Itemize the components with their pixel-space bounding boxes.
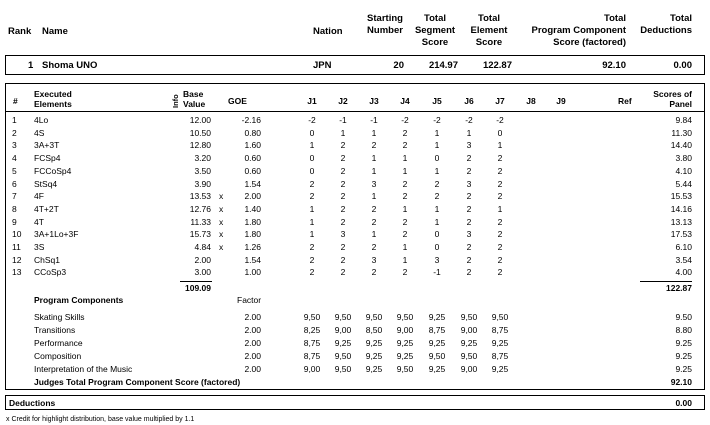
element-base-value: 15.73: [189, 229, 211, 240]
base-value-total: 109.09: [185, 283, 211, 293]
component-score: 9.25: [675, 364, 692, 374]
element-panel-score: 6.10: [675, 242, 692, 252]
component-name: Performance: [34, 338, 83, 348]
element-panel-score: 15.53: [670, 191, 692, 202]
element-base-value: 4.84: [194, 242, 211, 252]
judge-header-5: J5: [432, 96, 442, 106]
element-number: 8: [12, 203, 17, 214]
element-bonus-marker: x: [219, 203, 224, 214]
component-judge-score: 8,75: [491, 351, 509, 361]
component-score: 8.80: [675, 325, 692, 335]
component-judge-score: 9,50: [460, 312, 478, 322]
element-name: 4T+2T: [34, 203, 59, 214]
component-judge-score: 8,75: [428, 325, 446, 335]
component-name: Transitions: [34, 325, 76, 335]
element-judge-score: 3: [466, 140, 472, 151]
program-components-header: Program Components: [34, 295, 124, 305]
element-number: 13: [12, 267, 22, 278]
element-judge-score: 3: [371, 254, 377, 265]
element-base-value: 3.90: [194, 178, 211, 189]
component-name: Skating Skills: [34, 312, 85, 322]
judges-total-pcs-label: Judges Total Program Component Score (factored): [34, 377, 241, 387]
total-segment-score-header: Total Segment Score: [414, 13, 456, 48]
element-judge-score: 2: [309, 254, 315, 265]
element-bonus-marker: x: [219, 191, 224, 202]
total-element-score-header: Total Element Score: [470, 13, 508, 48]
element-number: 6: [12, 178, 17, 189]
element-name: 4F: [34, 191, 44, 202]
component-judge-score: 9,50: [396, 312, 414, 322]
element-goe: 1.80: [244, 229, 261, 240]
element-judge-score: 1: [402, 254, 408, 265]
component-factor: 2.00: [244, 312, 261, 322]
element-judge-score: 2: [340, 178, 346, 189]
element-judge-score: -2: [401, 115, 409, 125]
component-judge-score: 9,50: [334, 351, 352, 361]
element-name: 4Lo: [34, 115, 49, 125]
element-judge-score: 3: [466, 229, 472, 240]
element-judge-score: 1: [309, 216, 315, 227]
element-judge-score: 2: [434, 178, 440, 189]
skater-element-score: 122.87: [482, 60, 512, 71]
element-judge-score: 1: [371, 165, 377, 176]
element-judge-score: 2: [466, 165, 472, 176]
element-judge-score: 2: [340, 267, 346, 278]
element-judge-score: 2: [340, 203, 346, 214]
element-judge-score: -2: [308, 115, 316, 125]
scores-of-panel-header: Scores of Panel: [653, 89, 692, 109]
element-goe: 0.60: [244, 165, 261, 176]
element-goe: 1.54: [244, 178, 261, 189]
component-judge-score: 8,25: [303, 325, 321, 335]
element-number: 10: [12, 229, 22, 240]
element-judge-score: 1: [434, 165, 440, 176]
element-judge-score: 2: [466, 267, 472, 278]
base-total-rule: [180, 281, 212, 282]
element-name: StSq4: [34, 178, 58, 189]
element-bonus-marker: x: [219, 242, 224, 252]
component-judge-score: 9,50: [365, 312, 383, 322]
ref-header: Ref: [618, 96, 632, 106]
element-number: 3: [12, 140, 17, 151]
element-number: 2: [12, 127, 17, 138]
element-judge-score: 2: [309, 178, 315, 189]
rank-header: Rank: [8, 26, 32, 37]
judge-header-7: J7: [495, 96, 505, 106]
element-judge-score: 1: [497, 203, 503, 214]
element-judge-score: 3: [371, 178, 377, 189]
element-panel-score: 13.13: [670, 216, 692, 227]
element-judge-score: 2: [371, 242, 377, 252]
element-base-value: 3.20: [194, 153, 211, 164]
component-judge-score: 9,25: [428, 312, 446, 322]
element-goe: 1.40: [244, 203, 261, 214]
element-bonus-marker: x: [219, 216, 224, 227]
judge-header-4: J4: [400, 96, 410, 106]
judge-header-6: J6: [464, 96, 474, 106]
element-judge-score: 1: [309, 203, 315, 214]
element-judge-score: 2: [497, 165, 503, 176]
element-judge-score: 1: [309, 229, 315, 240]
element-judge-score: 1: [402, 242, 408, 252]
element-panel-score: 3.80: [675, 153, 692, 164]
component-judge-score: 8,50: [365, 325, 383, 335]
component-judge-score: 9,50: [303, 312, 321, 322]
element-judge-score: 2: [371, 203, 377, 214]
element-judge-score: 1: [309, 140, 315, 151]
element-judge-score: 2: [402, 229, 408, 240]
element-judge-score: 1: [434, 216, 440, 227]
element-judge-score: 2: [497, 216, 503, 227]
element-judge-score: 0: [434, 153, 440, 164]
element-judge-score: 2: [340, 153, 346, 164]
element-judge-score: 1: [371, 191, 377, 202]
element-judge-score: 2: [340, 254, 346, 265]
component-judge-score: 9,50: [334, 364, 352, 374]
judge-header-1: J1: [307, 96, 317, 106]
goe-header: GOE: [228, 96, 247, 106]
component-factor: 2.00: [244, 338, 261, 348]
element-panel-score: 5.44: [675, 178, 692, 189]
info-header: Info: [171, 94, 180, 108]
component-factor: 2.00: [244, 325, 261, 335]
element-goe: 1.60: [244, 140, 261, 151]
element-judge-score: 2: [466, 203, 472, 214]
element-judge-score: 2: [309, 191, 315, 202]
element-name: 4S: [34, 127, 45, 138]
judge-header-2: J2: [338, 96, 348, 106]
component-factor: 2.00: [244, 351, 261, 361]
component-score: 9.25: [675, 351, 692, 361]
element-name: CCoSp3: [34, 267, 67, 278]
element-panel-score: 4.00: [675, 267, 692, 278]
skater-segment-score: 214.97: [428, 60, 458, 71]
nation-header: Nation: [313, 26, 343, 37]
element-judge-score: 2: [497, 191, 503, 202]
element-judge-score: 3: [434, 254, 440, 265]
element-judge-score: 2: [434, 191, 440, 202]
element-judge-score: 2: [497, 267, 503, 278]
element-goe: 1.54: [244, 254, 261, 265]
element-goe: 1.00: [244, 267, 261, 278]
element-name: 4T: [34, 216, 44, 227]
element-judge-score: 1: [434, 203, 440, 214]
element-judge-score: 2: [402, 191, 408, 202]
judges-total-pcs-score: 92.10: [670, 377, 692, 387]
element-judge-score: 2: [466, 216, 472, 227]
element-base-value: 13.53: [189, 191, 211, 202]
component-judge-score: 9,25: [396, 338, 414, 348]
element-judge-score: 2: [402, 178, 408, 189]
deductions-score: 0.00: [675, 398, 692, 408]
element-judge-score: 0: [497, 127, 503, 138]
component-factor: 2.00: [244, 364, 261, 374]
element-number: 9: [12, 216, 17, 227]
element-judge-score: 0: [309, 127, 315, 138]
component-judge-score: 9,50: [491, 312, 509, 322]
element-judge-score: 1: [434, 127, 440, 138]
factor-header: Factor: [237, 295, 262, 305]
judge-header-3: J3: [369, 96, 379, 106]
element-judge-score: 1: [466, 127, 472, 138]
element-name: 3A+3T: [34, 140, 60, 151]
component-judge-score: 9,50: [460, 351, 478, 361]
element-judge-score: 1: [371, 127, 377, 138]
element-judge-score: -1: [339, 115, 347, 125]
element-name: FCSp4: [34, 153, 61, 164]
element-judge-score: 2: [497, 242, 503, 252]
element-judge-score: 1: [371, 153, 377, 164]
element-base-value: 3.50: [194, 165, 211, 176]
executed-elements-header: Executed Elements: [34, 89, 72, 109]
element-judge-score: -2: [465, 115, 473, 125]
element-name: ChSq1: [34, 254, 60, 265]
component-judge-score: 9,25: [491, 338, 509, 348]
element-judge-score: 2: [402, 140, 408, 151]
component-judge-score: 9,00: [303, 364, 321, 374]
element-panel-score: 14.16: [670, 203, 692, 214]
element-judge-score: 2: [497, 229, 503, 240]
element-goe: 2.00: [244, 191, 261, 202]
element-judge-score: 0: [309, 165, 315, 176]
header-divider: [5, 111, 705, 112]
element-base-value: 12.76: [189, 203, 211, 214]
element-goe: 0.60: [244, 153, 261, 164]
element-judge-score: 2: [340, 216, 346, 227]
element-number: 11: [12, 242, 21, 252]
element-panel-score: 4.10: [675, 165, 692, 176]
component-judge-score: 9,00: [460, 364, 478, 374]
element-judge-score: 2: [309, 242, 315, 252]
element-number: 1: [12, 115, 17, 125]
element-name: 3S: [34, 242, 45, 252]
element-judge-score: 1: [402, 165, 408, 176]
element-judge-score: 3: [340, 229, 346, 240]
skater-nation: JPN: [313, 60, 332, 71]
component-judge-score: 8,75: [303, 351, 321, 361]
num-header: #: [13, 96, 18, 106]
element-panel-score: 3.54: [675, 254, 692, 265]
component-judge-score: 9,25: [460, 338, 478, 348]
element-judge-score: 2: [497, 254, 503, 265]
element-panel-score: 17.53: [670, 229, 692, 240]
element-judge-score: 2: [402, 127, 408, 138]
element-judge-score: 2: [466, 153, 472, 164]
element-number: 4: [12, 153, 17, 164]
element-number: 5: [12, 165, 17, 176]
component-judge-score: 9,50: [396, 364, 414, 374]
element-judge-score: 2: [371, 267, 377, 278]
component-judge-score: 9,25: [491, 364, 509, 374]
element-name: 3A+1Lo+3F: [34, 229, 79, 240]
element-judge-score: 3: [466, 178, 472, 189]
skater-starting-number: 20: [393, 60, 404, 71]
element-base-value: 12.80: [189, 140, 211, 151]
starting-number-header: Starting Number: [367, 13, 403, 36]
component-judge-score: 8,75: [491, 325, 509, 335]
deductions-row: [5, 395, 705, 410]
element-judge-score: 2: [466, 254, 472, 265]
element-base-value: 11.33: [190, 216, 211, 227]
score-total-rule: [640, 281, 692, 282]
element-judge-score: -1: [370, 115, 378, 125]
element-base-value: 2.00: [194, 254, 211, 265]
element-panel-score: 9.84: [675, 115, 692, 125]
element-judge-score: -2: [433, 115, 441, 125]
element-judge-score: 2: [309, 267, 315, 278]
skater-rank: 1: [28, 60, 34, 71]
element-number: 7: [12, 191, 17, 202]
element-judge-score: 2: [497, 153, 503, 164]
component-judge-score: 9,00: [334, 325, 352, 335]
element-judge-score: 2: [371, 216, 377, 227]
element-base-value: 10.50: [189, 127, 211, 138]
component-judge-score: 9,25: [428, 364, 446, 374]
elements-score-total: 122.87: [666, 283, 692, 293]
element-base-value: 3.00: [194, 267, 211, 278]
element-name: FCCoSp4: [34, 165, 72, 176]
element-judge-score: 2: [371, 140, 377, 151]
judge-header-9: J9: [556, 96, 566, 106]
element-judge-score: 1: [402, 203, 408, 214]
element-judge-score: 2: [402, 267, 408, 278]
component-judge-score: 9,25: [365, 364, 383, 374]
element-goe: -2.16: [241, 115, 261, 125]
element-judge-score: 2: [340, 165, 346, 176]
component-name: Composition: [34, 351, 82, 361]
element-panel-score: 14.40: [670, 140, 692, 151]
element-judge-score: 2: [340, 242, 346, 252]
component-judge-score: 9,25: [396, 351, 414, 361]
element-panel-score: 11.30: [671, 127, 692, 138]
element-judge-score: -2: [496, 115, 504, 125]
element-judge-score: 2: [497, 178, 503, 189]
base-value-header: Base Value: [183, 89, 206, 109]
element-judge-score: 2: [466, 242, 472, 252]
skater-pcs-score: 92.10: [602, 60, 626, 71]
deductions-label: Deductions: [9, 398, 56, 408]
element-judge-score: 0: [309, 153, 315, 164]
element-judge-score: 0: [434, 242, 440, 252]
component-judge-score: 9,25: [428, 338, 446, 348]
element-goe: 1.80: [244, 216, 261, 227]
element-judge-score: 2: [466, 191, 472, 202]
element-judge-score: 1: [371, 229, 377, 240]
footnote: x Credit for highlight distribution, base value multiplied by 1.1: [6, 416, 195, 423]
element-judge-score: 1: [434, 140, 440, 151]
component-judge-score: 9,00: [460, 325, 478, 335]
element-judge-score: -1: [433, 267, 441, 278]
component-name: Interpretation of the Music: [34, 364, 133, 374]
component-judge-score: 9,50: [334, 312, 352, 322]
element-judge-score: 2: [340, 191, 346, 202]
component-score: 9.50: [675, 312, 692, 322]
component-judge-score: 9,25: [334, 338, 352, 348]
component-judge-score: 8,75: [303, 338, 321, 348]
element-judge-score: 1: [340, 127, 346, 138]
judge-header-8: J8: [526, 96, 536, 106]
component-score: 9.25: [675, 338, 692, 348]
total-deductions-header: Total Deductions: [640, 13, 692, 36]
element-goe: 0.80: [244, 127, 261, 138]
element-judge-score: 0: [434, 229, 440, 240]
element-judge-score: 2: [402, 216, 408, 227]
skater-deductions: 0.00: [673, 60, 692, 71]
name-header: Name: [42, 26, 68, 37]
skater-name: Shoma UNO: [42, 60, 98, 71]
total-pcs-header: Total Program Component Score (factored): [531, 13, 626, 48]
element-judge-score: 1: [402, 153, 408, 164]
component-judge-score: 9,50: [428, 351, 446, 361]
component-judge-score: 9,25: [365, 338, 383, 348]
component-judge-score: 9,00: [396, 325, 414, 335]
element-bonus-marker: x: [219, 229, 224, 240]
component-judge-score: 9,25: [365, 351, 383, 361]
element-goe: 1.26: [244, 242, 261, 252]
element-judge-score: 1: [497, 140, 503, 151]
element-number: 12: [12, 254, 22, 265]
element-judge-score: 2: [340, 140, 346, 151]
element-base-value: 12.00: [189, 115, 211, 125]
